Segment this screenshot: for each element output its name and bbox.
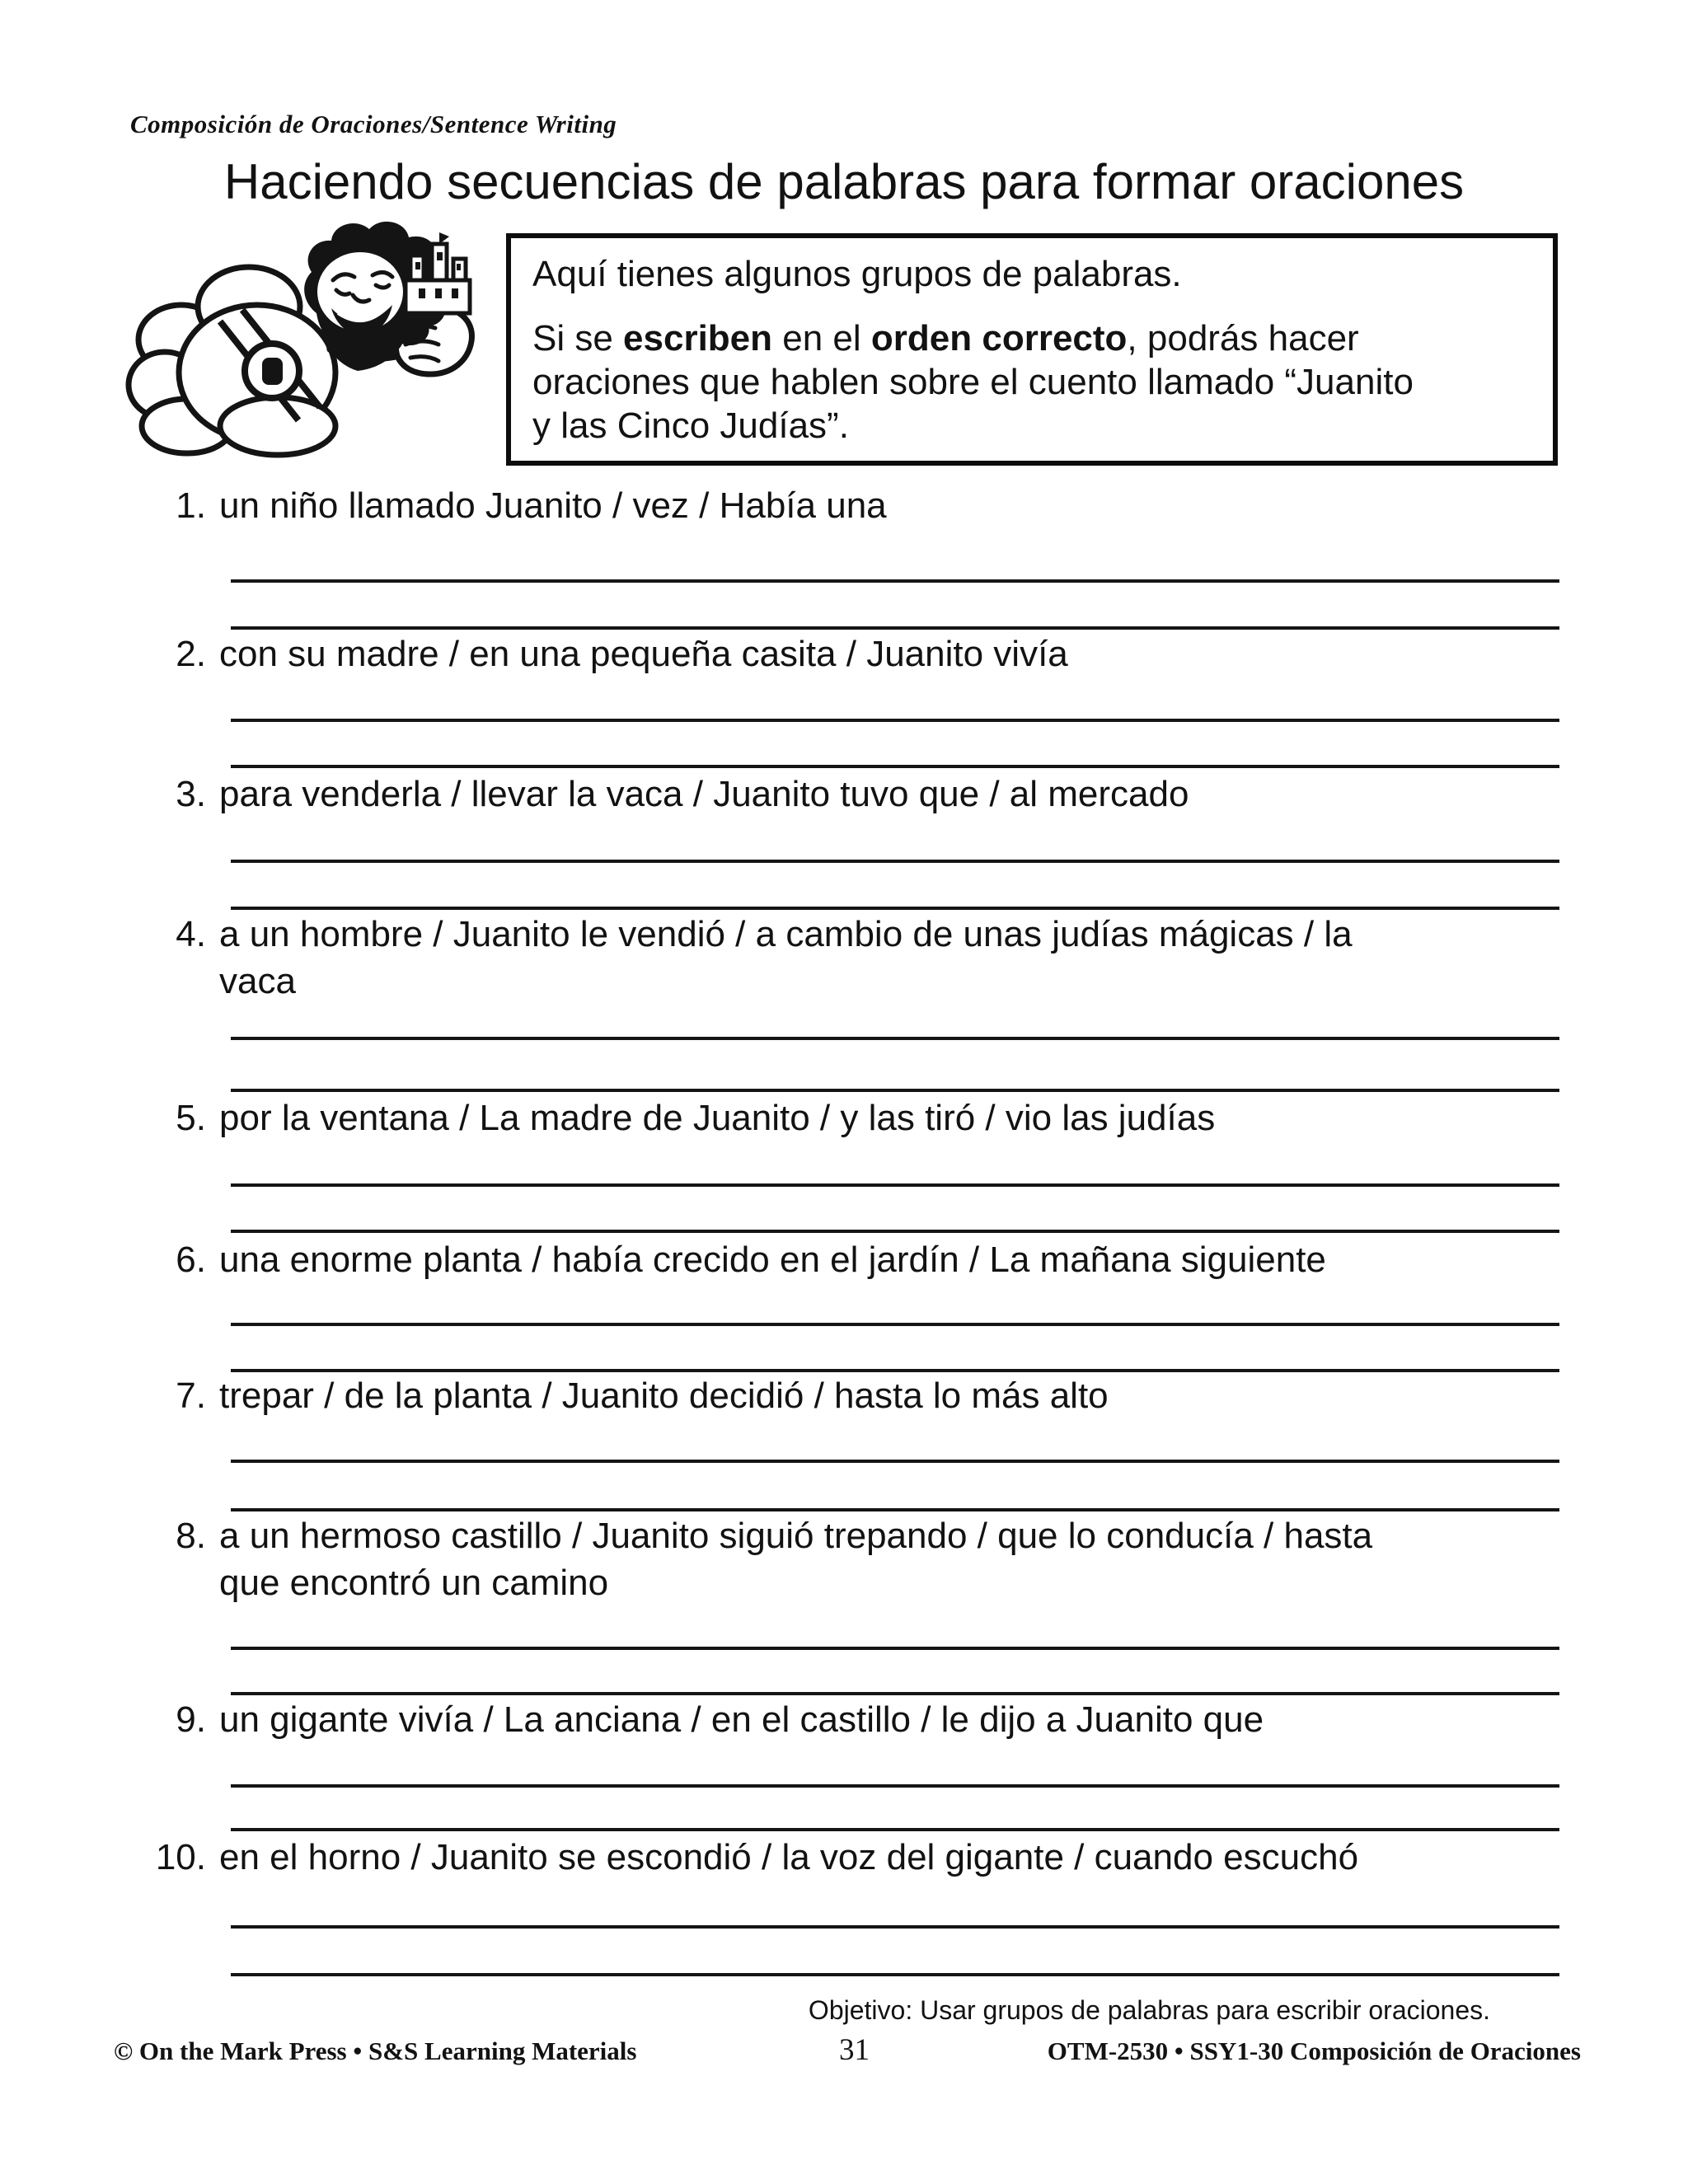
- answer-line: [231, 907, 1559, 910]
- item-text: trepar / de la planta / Juanito decidió / hasta lo más alto: [219, 1376, 1109, 1416]
- instructions-line: oraciones que hablen sobre el cuento llamado “Juanito: [532, 362, 1414, 402]
- instructions-segment: Si se: [532, 318, 624, 359]
- item-text: una enorme planta / había crecido en el jardín / La mañana siguiente: [219, 1240, 1326, 1280]
- copyright-text: © On the Mark Press • S&S Learning Materials: [114, 2036, 637, 2065]
- answer-line: [231, 1230, 1559, 1233]
- answer-line: [231, 1828, 1559, 1831]
- instructions-line: y las Cinco Judías”.: [532, 405, 849, 446]
- answer-line: [231, 1323, 1559, 1326]
- page-number: 31: [839, 2033, 870, 2067]
- item-number: 3.: [176, 774, 206, 814]
- answer-line: [231, 1460, 1559, 1463]
- item-text: por la ventana / La madre de Juanito / y las tiró / vio las judías: [219, 1098, 1216, 1138]
- answer-line: [231, 626, 1559, 630]
- page-title: Haciendo secuencias de palabras para formar oraciones: [223, 154, 1465, 209]
- answer-line: [231, 1508, 1559, 1511]
- item-text: a un hombre / Juanito le vendió / a cambio de unas judías mágicas / la: [219, 914, 1353, 954]
- answer-line: [231, 1925, 1559, 1929]
- giant-illustration: [125, 216, 488, 467]
- product-code: OTM-2530 • SSY1-30 Composición de Oraciones: [1047, 2036, 1581, 2065]
- page-header: Composición de Oraciones/Sentence Writing: [130, 110, 617, 138]
- item-number: 1.: [176, 485, 206, 526]
- item-text: un niño llamado Juanito / vez / Había una: [219, 485, 887, 526]
- answer-line: [231, 1692, 1559, 1695]
- instructions-segment: escriben: [623, 318, 773, 359]
- objective-text: Objetivo: Usar grupos de palabras para escribir oraciones.: [808, 1995, 1490, 2025]
- answer-line: [231, 1973, 1559, 1976]
- answer-line: [231, 579, 1559, 583]
- answer-line: [231, 719, 1559, 722]
- answer-line: [231, 1089, 1559, 1092]
- item-text: que encontró un camino: [219, 1563, 609, 1603]
- answer-line: [231, 1647, 1559, 1650]
- item-number: 10.: [155, 1837, 206, 1877]
- instructions-line: Aquí tienes algunos grupos de palabras.: [532, 254, 1182, 294]
- item-number: 8.: [176, 1516, 206, 1556]
- answer-line: [231, 1784, 1559, 1788]
- answer-line: [231, 860, 1559, 863]
- item-text: en el horno / Juanito se escondió / la voz del gigante / cuando escuchó: [219, 1837, 1359, 1877]
- item-text: para venderla / llevar la vaca / Juanito tuvo que / al mercado: [219, 774, 1189, 814]
- item-number: 9.: [176, 1699, 206, 1740]
- instructions-segment: , podrás hacer: [1127, 318, 1359, 359]
- answer-line: [231, 765, 1559, 768]
- item-text: un gigante vivía / La anciana / en el castillo / le dijo a Juanito que: [219, 1699, 1264, 1740]
- answer-line: [231, 1037, 1559, 1040]
- instructions-segment: orden correcto: [870, 318, 1128, 359]
- item-text: con su madre / en una pequeña casita / Juanito vivía: [219, 634, 1068, 674]
- instructions-segment: en el: [772, 318, 871, 359]
- item-number: 4.: [176, 914, 206, 954]
- item-number: 5.: [176, 1098, 206, 1138]
- instructions-line: [532, 316, 1536, 360]
- item-number: 6.: [176, 1240, 206, 1280]
- item-number: 7.: [176, 1376, 206, 1416]
- item-number: 2.: [176, 634, 206, 674]
- answer-line: [231, 1183, 1559, 1187]
- item-text: a un hermoso castillo / Juanito siguió trepando / que lo conducía / hasta: [219, 1516, 1373, 1556]
- instructions-box: [506, 233, 1558, 466]
- item-text: vaca: [219, 961, 296, 1001]
